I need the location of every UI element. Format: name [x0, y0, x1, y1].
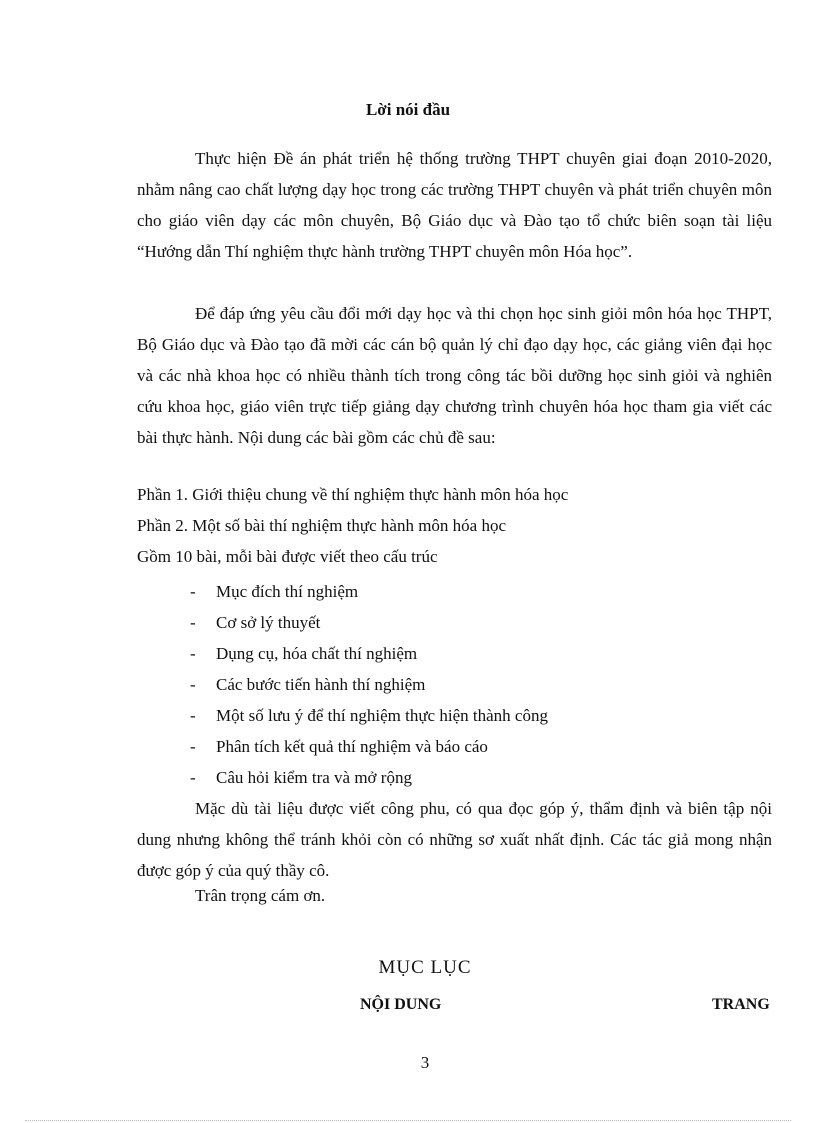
- toc-column-page: TRANG: [712, 996, 770, 1013]
- part-1-line: Phần 1. Giới thiệu chung về thí nghiệm thực hành môn hóa học: [137, 485, 569, 504]
- intro-paragraph-2: Để đáp ứng yêu cầu đổi mới dạy học và thi chọn học sinh giỏi môn hóa học THPT, Bộ Giáo dục và Đào tạo đã mời các cán bộ quản lý chỉ đạo dạy học, các giảng viên đại học và các nhà khoa học có nhiều thành tích trong công tác bồi dưỡng học sinh giỏi và nghiên cứu khoa học, giáo viên trực tiếp giảng dạy chương trình chuyên hóa học tham gia viết các bài thực hành. Nội dung các bài gồm các chủ đề sau:: [137, 304, 772, 447]
- list-item: [190, 576, 548, 607]
- toc-title: MỤC LỤC: [378, 957, 472, 978]
- list-item-text: Các bước tiến hành thí nghiệm: [216, 675, 426, 694]
- page-title: Lời nói đầu: [365, 100, 451, 119]
- intro-paragraph-1: Thực hiện Đề án phát triển hệ thống trường THPT chuyên giai đoạn 2010-2020, nhằm nâng cao chất lượng dạy học trong các trường THPT chuyên và phát triển chuyên môn cho giáo viên dạy các môn chuyên, Bộ Giáo dục và Đào tạo tổ chức biên soạn tài liệu “Hướng dẫn Thí nghiệm thực hành trường THPT chuyên môn Hóa học”.: [137, 149, 772, 261]
- bullet-dash: -: [190, 582, 196, 601]
- bullet-dash: -: [190, 613, 196, 632]
- list-item: [190, 638, 548, 669]
- list-item-text: Mục đích thí nghiệm: [216, 582, 359, 601]
- bullet-dash: -: [190, 644, 196, 663]
- toc-column-content: NỘI DUNG: [360, 996, 442, 1013]
- list-item: [190, 731, 548, 762]
- list-item-text: Phân tích kết quả thí nghiệm và báo cáo: [216, 737, 488, 756]
- page-number: 3: [420, 1053, 430, 1072]
- structure-list: [190, 576, 548, 793]
- list-item: [190, 607, 548, 638]
- closing-paragraph: Mặc dù tài liệu được viết công phu, có qua đọc góp ý, thẩm định và biên tập nội dung nhưng không thể tránh khỏi còn có những sơ xuất nhất định. Các tác giả mong nhận được góp ý của quý thầy cô.: [137, 799, 772, 880]
- list-item: [190, 762, 548, 793]
- bullet-dash: -: [190, 768, 196, 787]
- bullet-dash: -: [190, 706, 196, 725]
- list-item: [190, 669, 548, 700]
- bullet-dash: -: [190, 737, 196, 756]
- list-item-text: Cơ sở lý thuyết: [216, 613, 321, 632]
- list-item-text: Một số lưu ý để thí nghiệm thực hiện thành công: [216, 706, 548, 725]
- list-item-text: Dụng cụ, hóa chất thí nghiệm: [216, 644, 418, 663]
- part-2-line: Phần 2. Một số bài thí nghiệm thực hành môn hóa học: [137, 516, 507, 535]
- structure-intro-line: Gồm 10 bài, mỗi bài được viết theo cấu trúc: [137, 547, 438, 566]
- thanks-line: Trân trọng cám ơn.: [195, 886, 326, 905]
- footer-divider: [25, 1120, 791, 1121]
- bullet-dash: -: [190, 675, 196, 694]
- list-item: [190, 700, 548, 731]
- list-item-text: Câu hỏi kiểm tra và mở rộng: [216, 768, 412, 787]
